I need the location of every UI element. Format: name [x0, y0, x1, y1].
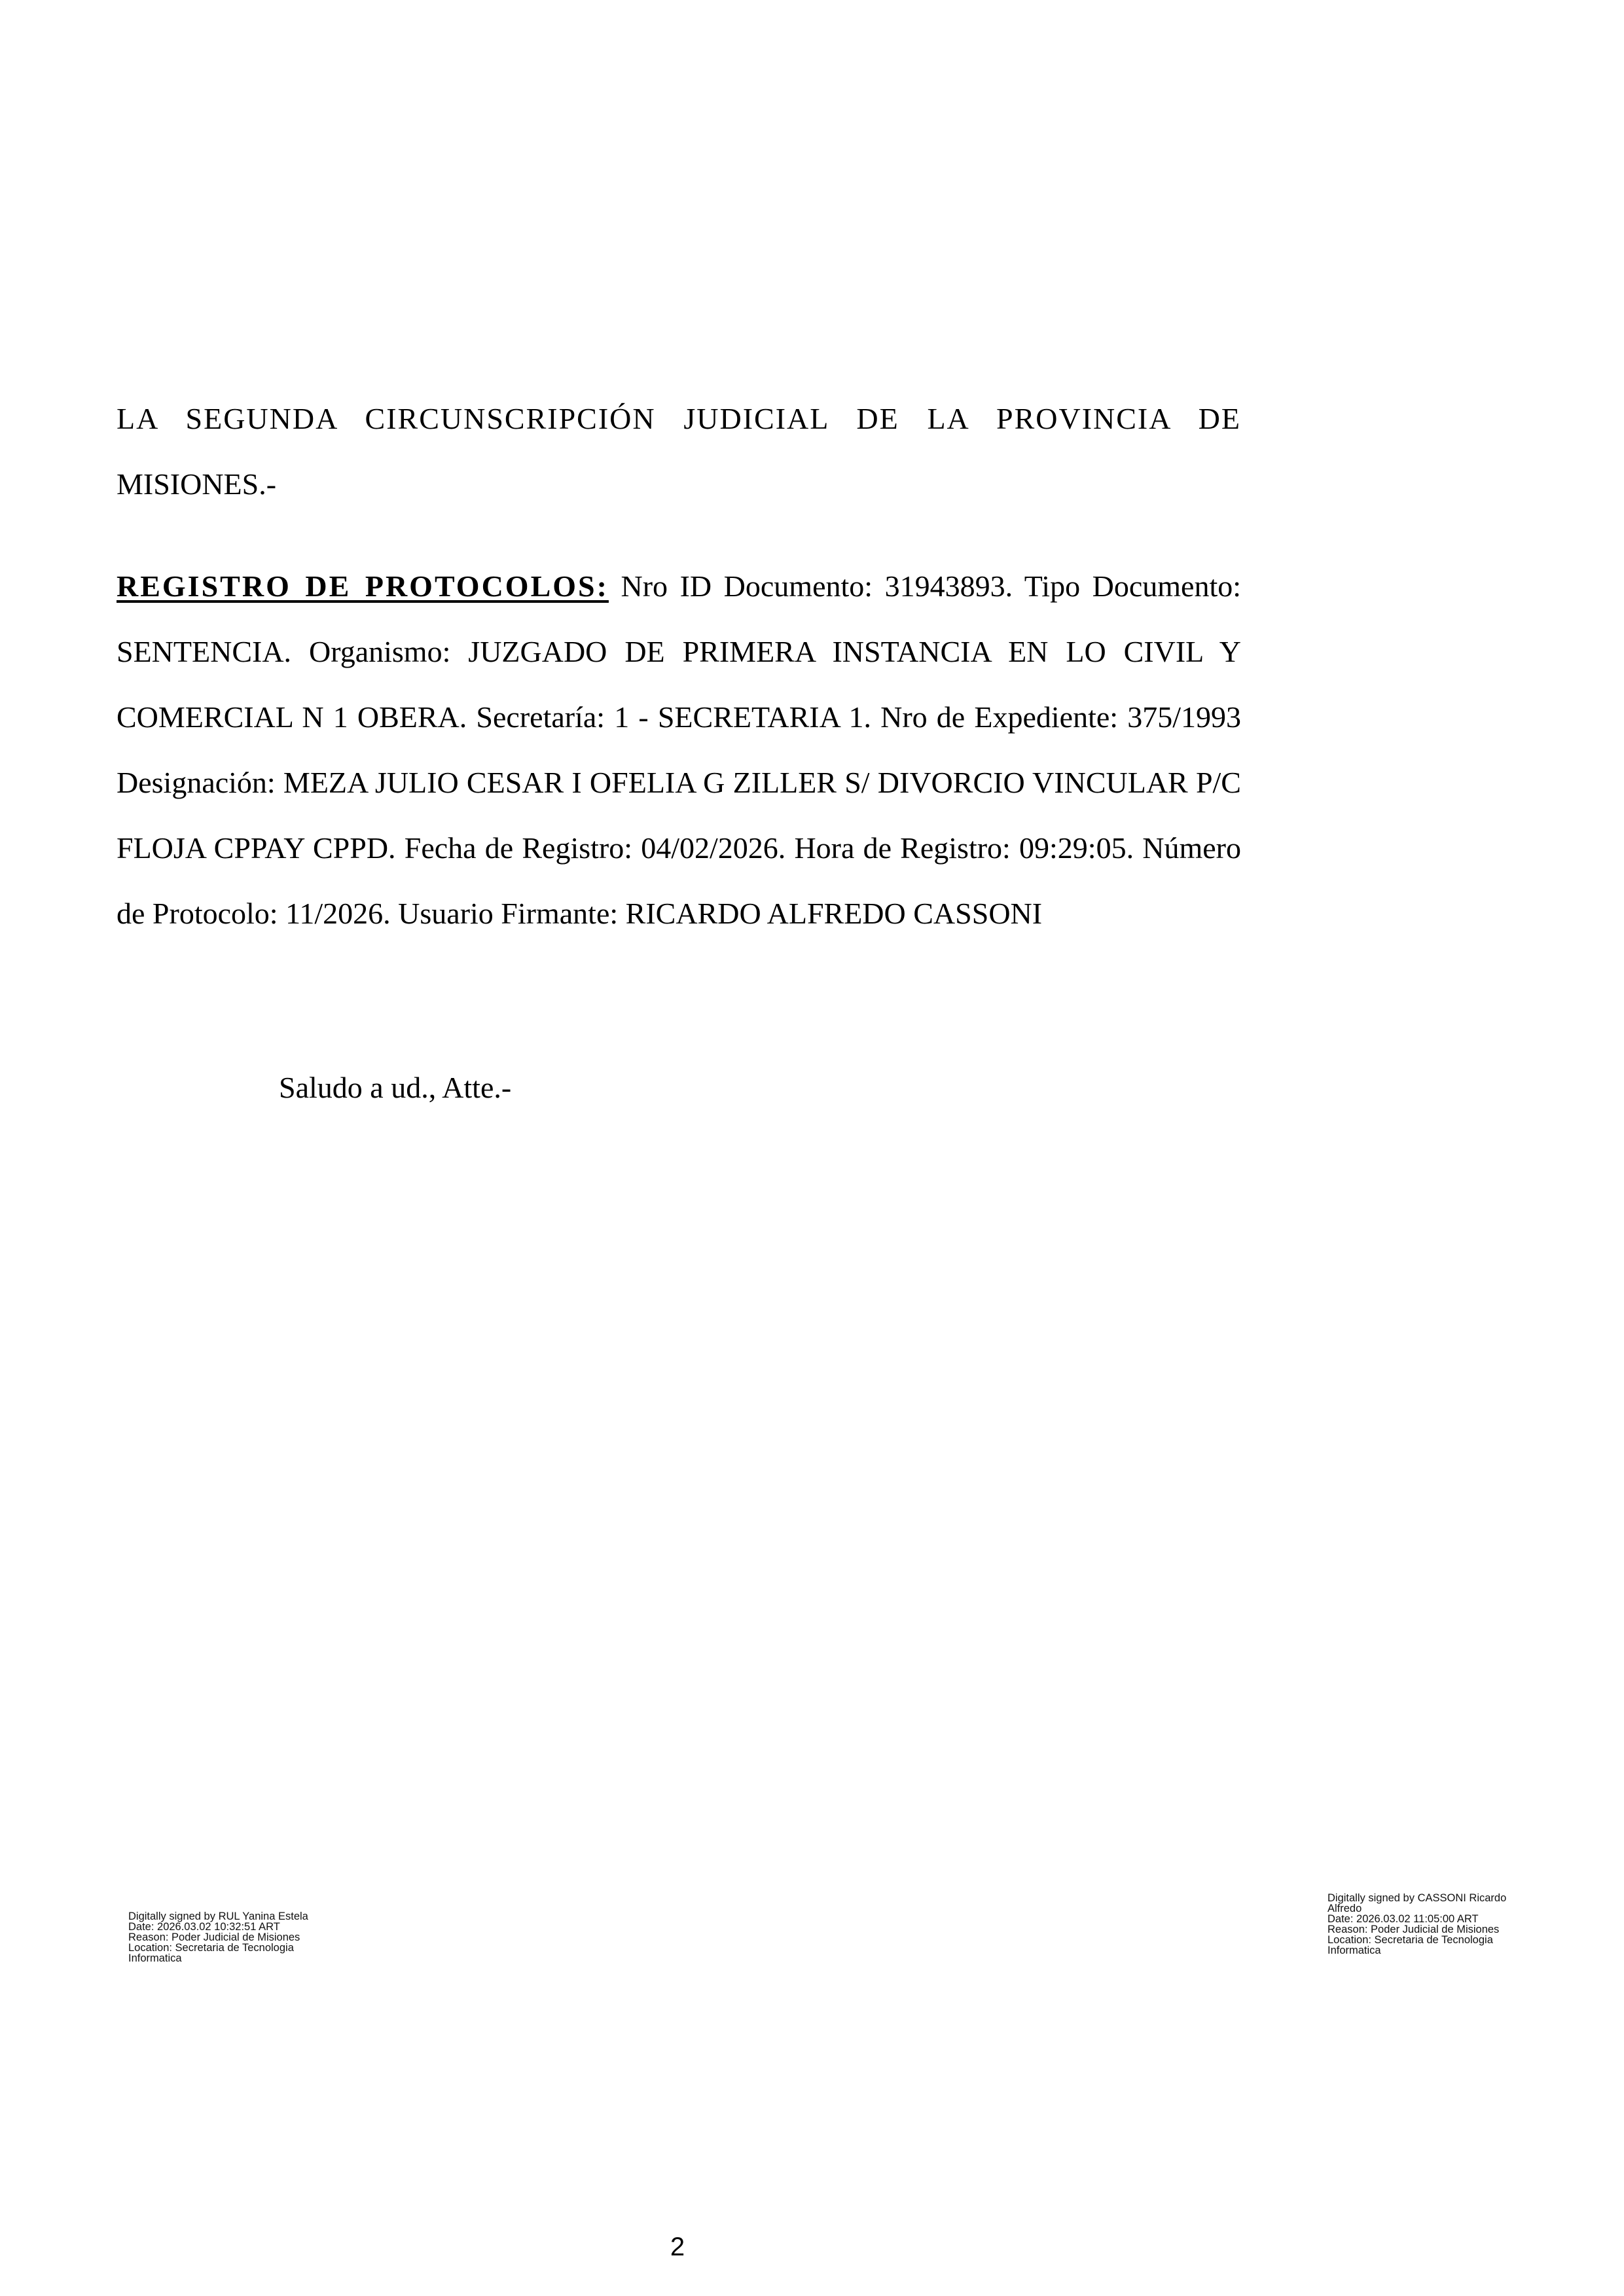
- signature-date: Date: 2026.03.02 11:05:00 ART: [1327, 1913, 1479, 1925]
- signature-signed-by-cont: Alfredo: [1327, 1903, 1362, 1914]
- page-number: 2: [670, 2233, 685, 2261]
- signature-location: Location: Secretaria de Tecnologia: [1327, 1934, 1493, 1946]
- closing-greeting: Saludo a ud., Atte.-: [279, 1071, 512, 1104]
- signature-location-cont: Informatica: [1327, 1945, 1381, 1956]
- registro-paragraph: [117, 554, 1241, 946]
- header-paragraph: [117, 386, 1241, 517]
- signature-date: Date: 2026.03.02 10:32:51 ART: [128, 1921, 280, 1933]
- signature-reason: Reason: Poder Judicial de Misiones: [128, 1931, 300, 1943]
- signature-location: Location: Secretaria de Tecnologia: [128, 1942, 294, 1954]
- registro-text: Nro ID Documento: 31943893. Tipo Documento: SENTENCIA. Organismo: JUZGADO DE PRIMERA INSTANCIA EN LO CIVIL Y COMERCIAL N 1 OBERA. Secretaría: 1 - SECRETARIA 1. Nro de Expediente: 375/1993 Designación: MEZA JULIO CESAR I OFELIA G ZILLER S/ DIVORCIO VINCULAR P/C FLOJA CPPAY CPPD. Fecha de Registro: 04/02/2026. Hora de Registro: 09:29:05. Número de Protocolo: 11/2026. Usuario Firmante: RICARDO ALFREDO CASSONI: [117, 569, 1242, 930]
- registro-label: REGISTRO DE PROTOCOLOS:: [117, 569, 609, 603]
- signature-location-cont: Informatica: [128, 1952, 182, 1964]
- header-line-1: LA SEGUNDA CIRCUNSCRIPCIÓN JUDICIAL DE LA PROVINCIA DE: [117, 402, 1241, 435]
- signature-signed-by: Digitally signed by RUL Yanina Estela: [128, 1910, 308, 1922]
- header-line-2: MISIONES.-: [117, 467, 277, 501]
- signature-reason: Reason: Poder Judicial de Misiones: [1327, 1924, 1500, 1935]
- digital-signature-right: [1327, 1893, 1517, 1956]
- digital-signature-left: [128, 1911, 344, 1964]
- signature-signed-by: Digitally signed by CASSONI Ricardo: [1327, 1892, 1507, 1904]
